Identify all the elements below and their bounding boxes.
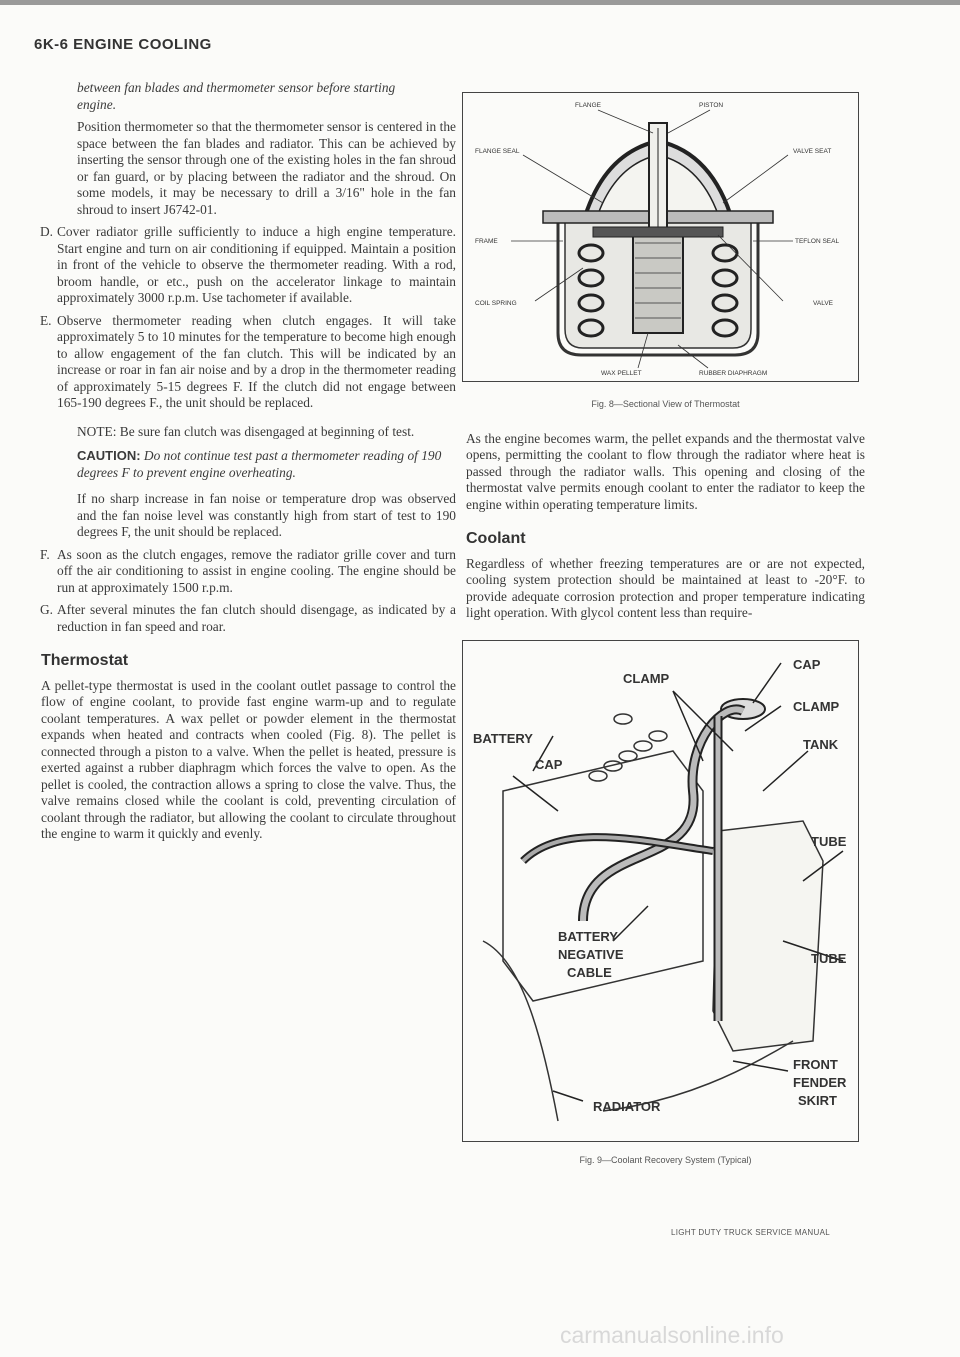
caution-label: CAUTION: — [77, 448, 141, 463]
step-g-label: G. — [40, 602, 54, 617]
intro-text: between fan blades and thermometer sensor before starting engine. — [77, 80, 396, 112]
thermostat-figure — [462, 92, 859, 382]
label-flange: FLANGE — [575, 102, 602, 109]
page-header: 6K-6 ENGINE COOLING — [34, 36, 212, 53]
label-teflon-seal: TEFLON SEAL — [795, 238, 840, 245]
step-e-label: E. — [40, 312, 52, 328]
label-valve-seat: VALVE SEAT — [793, 148, 832, 155]
label-frame: FRAME — [475, 238, 498, 245]
step-e-text: Observe thermometer reading when clutch engages. It will take approximately 5 to 10 minutes for the temperature to become high enough to allow engagement of the fan clutch. This will be indicated by an increase or roar in fan air noise and by a drop in the thermometer reading of approximately 5-15 degrees F. If the clutch did not engage between 165-190 degrees F., the unit should be replaced. — [57, 312, 456, 410]
coolant-recovery-diagram — [463, 641, 858, 1141]
step-d-text: Cover radiator grille sufficiently to induce a high engine temperature. Start engine and turn on air conditioning if equipped. Maintain a position in front of the vehicle to observe the thermometer reading. With a rod, broom handle, or etc., push on the accelerator linkage to maintain approximately 3000 r.p.m. Use tachometer if available. — [57, 224, 456, 305]
label-battery: BATTERY — [473, 730, 533, 746]
label-radiator: RADIATOR — [593, 1098, 661, 1114]
coolant-recovery-figure — [462, 640, 859, 1142]
label-clamp-right: CLAMP — [793, 698, 840, 714]
coolant-heading: Coolant — [466, 530, 526, 547]
label-fender: FENDER — [793, 1074, 847, 1090]
label-battery-neg-1: BATTERY — [558, 928, 618, 944]
step-e — [40, 313, 456, 412]
label-battery-neg-3: CABLE — [567, 964, 612, 980]
coolant-paragraph: Regardless of whether freezing temperatures are or are not expected, cooling system protection should be maintained at least to -20°F. to provide adequate corrosion protection and proper temperature indicating light operation. With glycol content less than require- — [466, 555, 865, 620]
left-column — [40, 80, 456, 849]
noise-paragraph: If no sharp increase in fan noise or temperature drop was observed and the fan noise level was constantly high from start of test to 190 degrees F, the unit should be replaced. — [77, 491, 456, 539]
thermostat-diagram — [463, 93, 858, 381]
label-piston: PISTON — [699, 102, 724, 109]
label-wax-pellet: WAX PELLET — [601, 370, 642, 377]
label-clamp-left: CLAMP — [623, 670, 670, 686]
step-g — [40, 602, 456, 635]
fig8-caption: Fig. 8—Sectional View of Thermostat — [591, 399, 740, 409]
thermostat-heading: Thermostat — [41, 652, 129, 669]
page-footer: LIGHT DUTY TRUCK SERVICE MANUAL — [671, 1228, 830, 1237]
caution — [57, 448, 456, 481]
label-tube-upper: TUBE — [811, 833, 847, 849]
label-flange-seal: FLANGE SEAL — [475, 148, 520, 155]
label-tube-lower: TUBE — [811, 950, 847, 966]
step-f-label: F. — [40, 546, 50, 562]
watermark: carmanualsonline.info — [560, 1322, 784, 1348]
label-tank: TANK — [803, 736, 839, 752]
thermostat-paragraph: A pellet-type thermostat is used in the coolant outlet passage to control the flow of engine coolant, to provide fast engine warm-up and to regulate coolant temperatures. A wax pellet or powder element in the thermostat expands when heated and contracts when cooled (Fig. 8). The pellet is connected through a piston to a valve. When the pellet is heated, pressure is exerted against a rubber diaphragm which forces the valve to open. As the pellet is cooled, the contraction allows a spring to close the valve. Thus, the valve remains closed while the coolant is cold, preventing circulation of coolant through the radiator, but allowing the coolant to circulate throughout the engine to warm it quickly and evenly. — [41, 677, 456, 841]
label-coil-spring: COIL SPRING — [475, 300, 517, 307]
top-rule — [0, 0, 960, 5]
step-g-text: After several minutes the fan clutch should disengage, as indicated by a reduction in fan speed and roar. — [57, 602, 456, 634]
label-rubber-diaphragm: RUBBER DIAPHRAGM — [699, 370, 768, 377]
step-d-label: D. — [40, 224, 54, 239]
warm-paragraph: As the engine becomes warm, the pellet expands and the thermostat valve opens, permitting the coolant to flow through the radiator where heat is passed through the radiator walls. This opening and closing of the thermostat valve permits enough coolant to enter the radiator to keep the engine within operating temperature limits. — [466, 430, 865, 512]
label-cap-top: CAP — [793, 656, 821, 672]
label-skirt: SKIRT — [798, 1092, 837, 1108]
step-f — [40, 547, 456, 597]
label-valve: VALVE — [813, 300, 833, 307]
label-front: FRONT — [793, 1056, 838, 1072]
step-d — [40, 224, 456, 307]
fig9-caption: Fig. 9—Coolant Recovery System (Typical) — [579, 1154, 752, 1165]
caution-text: Do not continue test past a thermometer reading of 190 degrees F to prevent engine overheating. — [77, 448, 442, 480]
right-column — [466, 92, 865, 1186]
label-cap-left: CAP — [535, 756, 563, 772]
step-f-text: As soon as the clutch engages, remove the radiator grille cover and turn off the air conditioning to assist in engine cooling. The engine should be run at approximately 1500 r.p.m. — [57, 546, 456, 595]
label-battery-neg-2: NEGATIVE — [558, 946, 624, 962]
note-text: NOTE: Be sure fan clutch was disengaged at beginning of test. — [77, 423, 415, 439]
position-paragraph: Position thermometer so that the thermometer sensor is centered in the space between the fan blades and radiator. This can be achieved by inserting the sensor through one of the existing holes in the fan shroud or fan guard, or by placing between the radiator and the shroud. On some models, it may be necessary to drill a 3/16" hole in the fan shroud to insert J6742-01. — [77, 119, 456, 217]
